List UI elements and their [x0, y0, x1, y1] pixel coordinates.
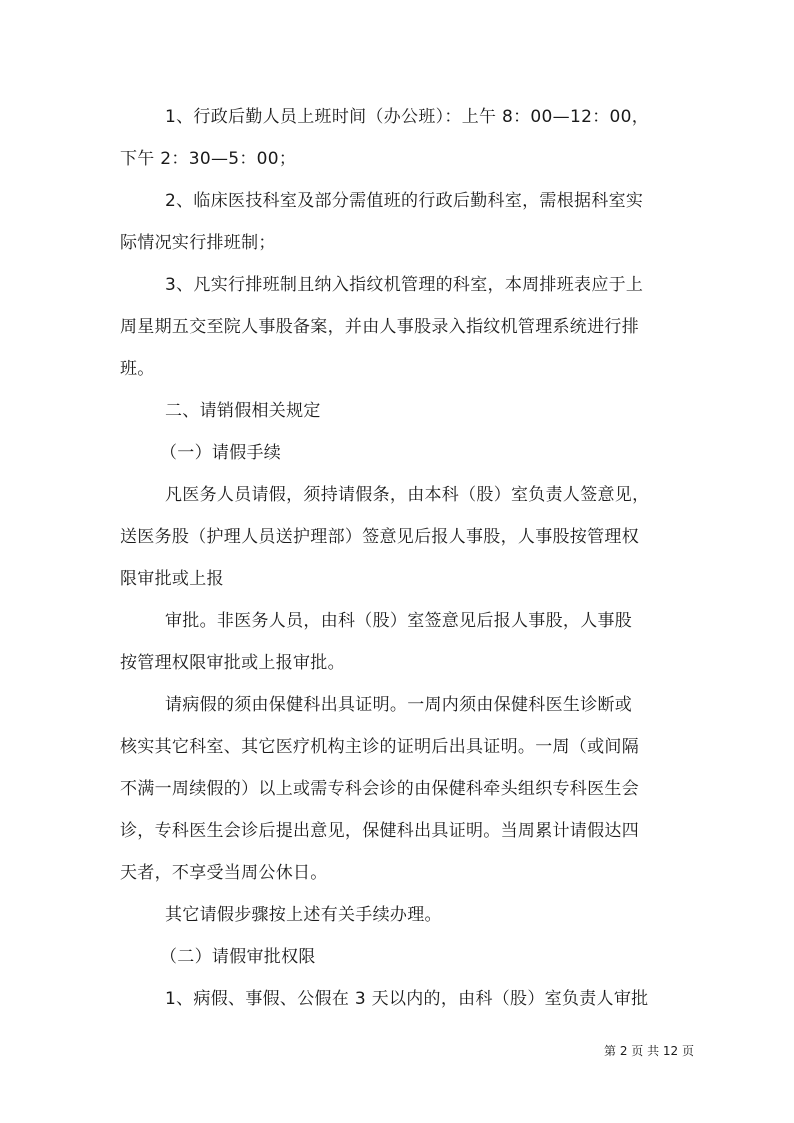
- subsection-heading: （一）请假手续: [160, 443, 282, 463]
- paragraph-line: 天者，不享受当周公休日。: [120, 863, 328, 883]
- paragraph-line: 按管理权限审批或上报审批。: [120, 653, 345, 673]
- page-number-footer: 第 2 页 共 12 页: [604, 1044, 694, 1058]
- paragraph-line: 周星期五交至院人事股备案，并由人事股录入指纹机管理系统进行排: [120, 317, 639, 337]
- paragraph-line: 不满一周续假的）以上或需专科会诊的由保健科牵头组织专科医生会: [120, 779, 639, 799]
- paragraph-line: 诊，专科医生会诊后提出意见，保健科出具证明。当周累计请假达四: [120, 821, 639, 841]
- paragraph-line: 凡医务人员请假，须持请假条，由本科（股）室负责人签意见，: [165, 485, 650, 505]
- paragraph-line: 2、临床医技科室及部分需值班的行政后勤科室，需根据科室实: [165, 191, 644, 211]
- paragraph-line: 审批。非医务人员，由科（股）室签意见后报人事股，人事股: [165, 611, 633, 631]
- document-body: [120, 96, 680, 1020]
- paragraph-line: 送医务股（护理人员送护理部）签意见后报人事股，人事股按管理权: [120, 527, 639, 547]
- subsection-heading: （二）请假审批权限: [160, 947, 316, 967]
- paragraph-line: 请病假的须由保健科出具证明。一周内须由保健科医生诊断或: [165, 695, 633, 715]
- paragraph-line: 下午 2：30—5：00；: [120, 149, 297, 169]
- paragraph-line: 限审批或上报: [120, 569, 224, 589]
- paragraph-line: 其它请假步骤按上述有关手续办理。: [165, 905, 442, 925]
- paragraph-line: 1、病假、事假、公假在 3 天以内的，由科（股）室负责人审批: [165, 989, 649, 1009]
- paragraph-line: 核实其它科室、其它医疗机构主诊的证明后出具证明。一周（或间隔: [120, 737, 639, 757]
- paragraph-line: 1、行政后勤人员上班时间（办公班）：上午 8：00—12：00，: [165, 107, 650, 127]
- paragraph-line: 际情况实行排班制；: [120, 233, 276, 253]
- paragraph-line: 班。: [120, 359, 155, 379]
- section-heading: 二、请销假相关规定: [165, 401, 321, 421]
- paragraph-line: 3、凡实行排班制且纳入指纹机管理的科室，本周排班表应于上: [165, 275, 644, 295]
